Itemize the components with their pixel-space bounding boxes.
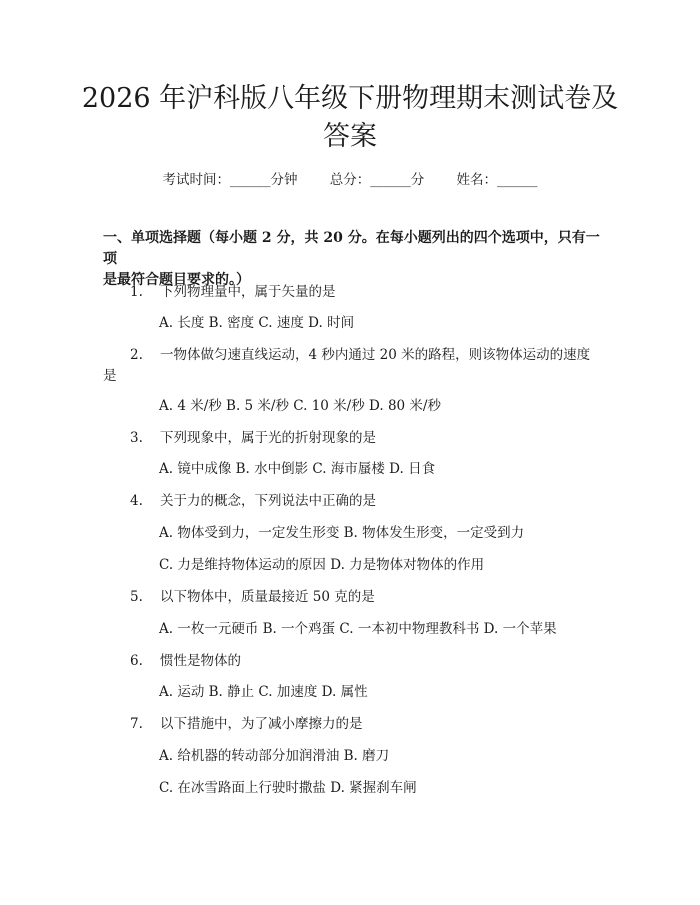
question-number: 3.	[130, 430, 143, 446]
exam-time: 考试时间：______分钟	[162, 172, 298, 188]
question-3	[103, 428, 623, 449]
exam-meta	[0, 168, 700, 188]
section-heading-line-2: 是最符合题目要求的。）	[103, 272, 250, 288]
exam-total-score: 总分：______分	[329, 172, 425, 188]
question-7-options-line-1: A. 给机器的转动部分加润滑油 B. 磨刀	[159, 748, 390, 764]
question-text: 以下措施中，为了减小摩擦力的是	[160, 716, 363, 732]
question-text: 下列物理量中，属于矢量的是	[160, 284, 336, 300]
question-text: 下列现象中，属于光的折射现象的是	[160, 430, 376, 446]
question-1-options: A. 长度 B. 密度 C. 速度 D. 时间	[159, 315, 355, 331]
question-6	[103, 651, 623, 672]
question-4-options-line-2: C. 力是维持物体运动的原因 D. 力是物体对物体的作用	[159, 557, 485, 573]
question-number: 6.	[130, 653, 143, 669]
question-number: 1.	[130, 284, 143, 300]
question-number: 2.	[130, 347, 143, 363]
title-line-2: 答案	[323, 121, 377, 152]
question-text: 以下物体中，质量最接近 50 克的是	[160, 589, 375, 605]
question-5	[103, 587, 623, 608]
question-2-text-tail: 是	[103, 368, 117, 384]
question-3-options: A. 镜中成像 B. 水中倒影 C. 海市蜃楼 D. 日食	[159, 461, 436, 477]
section-heading-line-1: 一、单项选择题（每小题 2 分，共 20 分。在每小题列出的四个选项中，只有一项	[103, 230, 600, 267]
question-5-options: A. 一枚一元硬币 B. 一个鸡蛋 C. 一本初中物理教科书 D. 一个苹果	[159, 621, 557, 637]
question-number: 7.	[130, 716, 143, 732]
question-text: 惯性是物体的	[160, 653, 241, 669]
question-4-options-line-1: A. 物体受到力，一定发生形变 B. 物体发生形变，一定受到力	[159, 525, 525, 541]
question-2	[103, 345, 623, 366]
exam-student-name: 姓名：______	[456, 172, 538, 188]
question-7	[103, 714, 623, 735]
question-2-options: A. 4 米/秒 B. 5 米/秒 C. 10 米/秒 D. 80 米/秒	[159, 398, 441, 414]
question-number: 5.	[130, 589, 143, 605]
question-4	[103, 491, 623, 512]
question-text: 一物体做匀速直线运动，4 秒内通过 20 米的路程，则该物体运动的速度	[160, 347, 591, 363]
question-6-options: A. 运动 B. 静止 C. 加速度 D. 属性	[159, 684, 368, 700]
question-7-options-line-2: C. 在冰雪路面上行驶时撒盐 D. 紧握刹车闸	[159, 780, 417, 796]
question-number: 4.	[130, 493, 143, 509]
question-1	[103, 282, 623, 303]
title-line-1: 2026 年沪科版八年级下册物理期末测试卷及	[81, 83, 619, 114]
question-text: 关于力的概念，下列说法中正确的是	[160, 493, 376, 509]
page-title	[0, 80, 700, 156]
